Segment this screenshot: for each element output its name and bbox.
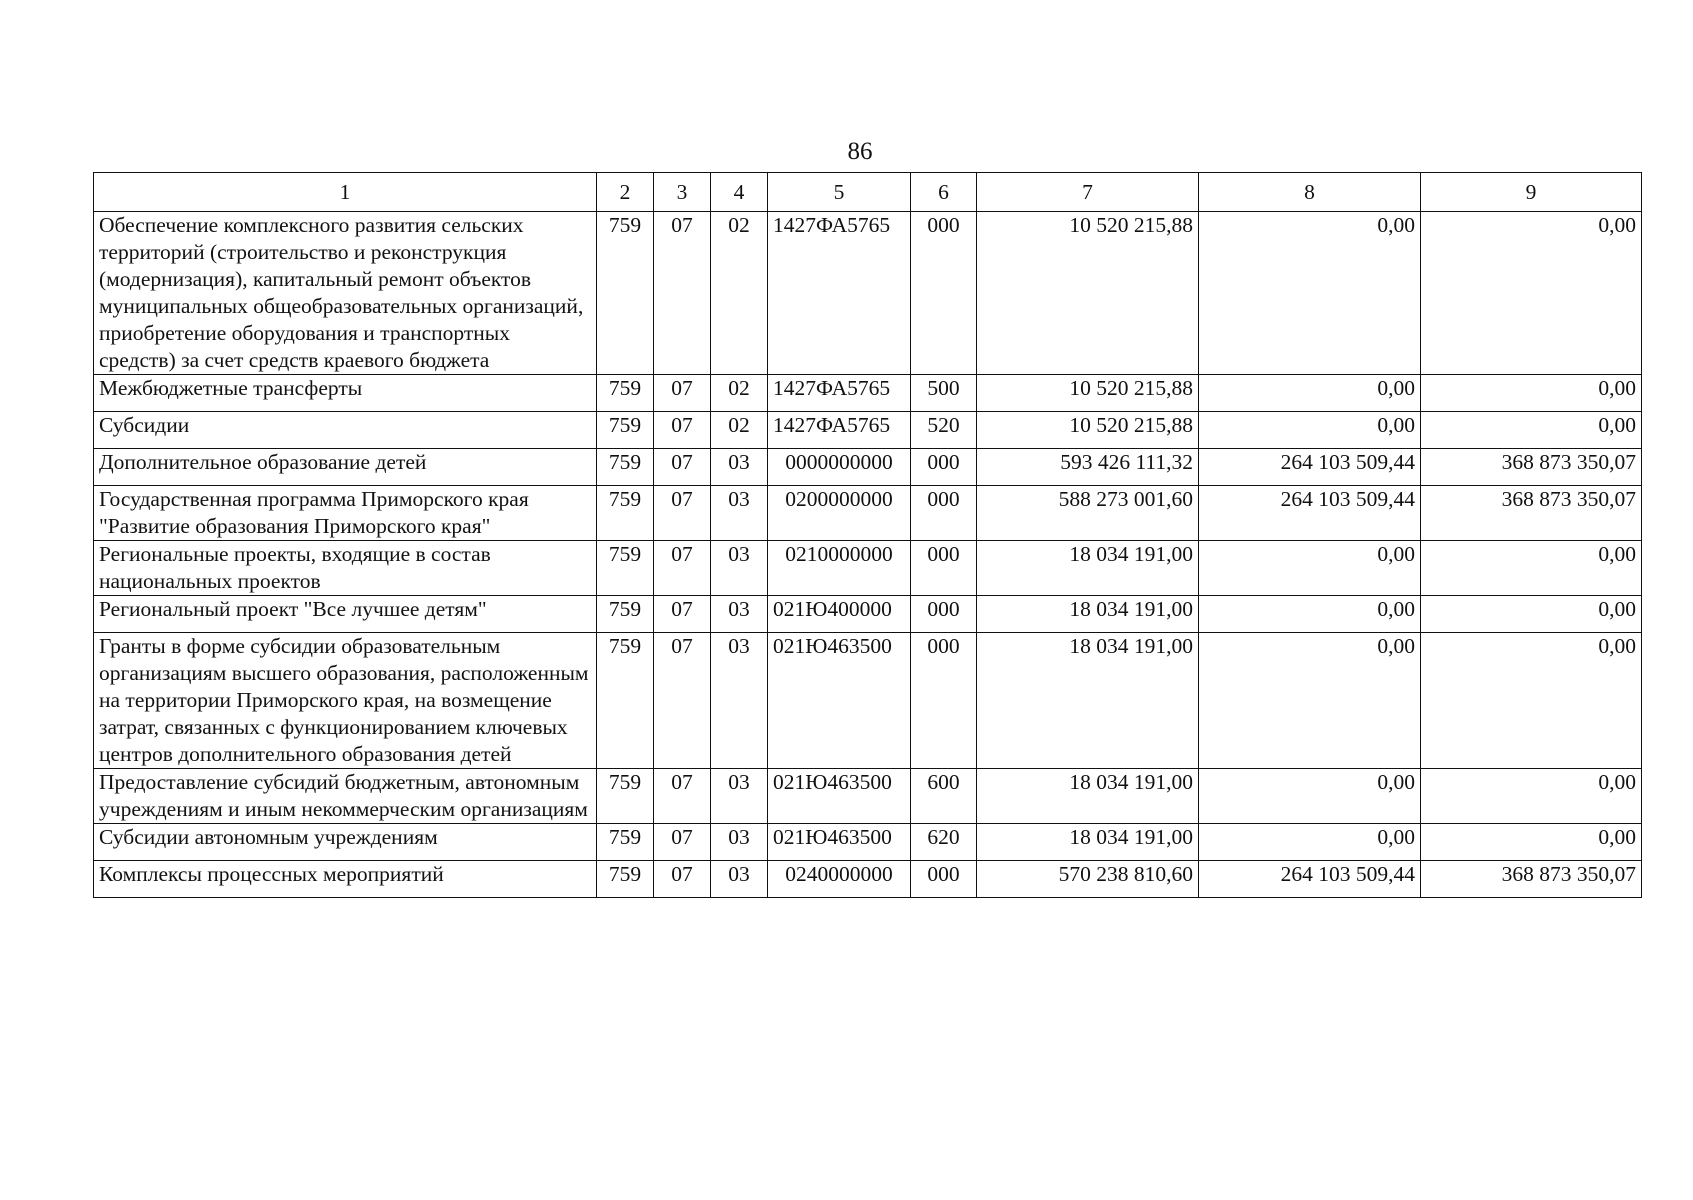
item-name-cell: Гранты в форме субсидии образовательным организациям высшего образования, расположенным на территории Приморского края, на возмещение затрат, связанных с функционированием ключевых центров дополнительного образования детей [94, 633, 597, 769]
column-header: 5 [768, 173, 911, 212]
subsection-code-cell: 02 [711, 412, 768, 449]
section-code-cell: 07 [654, 633, 711, 769]
admin-code-cell: 759 [597, 596, 654, 633]
expense-type-cell: 000 [911, 633, 977, 769]
subsection-code-cell: 03 [711, 633, 768, 769]
admin-code-cell: 759 [597, 212, 654, 375]
expense-type-cell: 000 [911, 486, 977, 541]
amount-col9-cell: 0,00 [1421, 824, 1642, 861]
subsection-code-cell: 03 [711, 541, 768, 596]
admin-code-cell: 759 [597, 824, 654, 861]
admin-code-cell: 759 [597, 375, 654, 412]
expense-type-cell: 520 [911, 412, 977, 449]
amount-col8-cell: 0,00 [1199, 769, 1421, 824]
subsection-code-cell: 03 [711, 861, 768, 898]
table-row [94, 412, 1642, 449]
section-code-cell: 07 [654, 769, 711, 824]
admin-code-cell: 759 [597, 412, 654, 449]
section-code-cell: 07 [654, 486, 711, 541]
amount-col7-cell: 570 238 810,60 [977, 861, 1199, 898]
subsection-code-cell: 02 [711, 375, 768, 412]
admin-code-cell: 759 [597, 449, 654, 486]
amount-col8-cell: 0,00 [1199, 633, 1421, 769]
amount-col8-cell: 0,00 [1199, 412, 1421, 449]
column-header: 9 [1421, 173, 1642, 212]
budget-table [93, 172, 1642, 898]
amount-col8-cell: 0,00 [1199, 541, 1421, 596]
amount-col8-cell: 264 103 509,44 [1199, 861, 1421, 898]
table-body [94, 212, 1642, 898]
amount-col7-cell: 10 520 215,88 [977, 375, 1199, 412]
column-header: 4 [711, 173, 768, 212]
table-row [94, 633, 1642, 769]
column-header: 1 [94, 173, 597, 212]
amount-col7-cell: 18 034 191,00 [977, 596, 1199, 633]
target-article-cell: 021Ю463500 [768, 824, 911, 861]
expense-type-cell: 620 [911, 824, 977, 861]
admin-code-cell: 759 [597, 541, 654, 596]
item-name-cell: Комплексы процессных мероприятий [94, 861, 597, 898]
subsection-code-cell: 03 [711, 824, 768, 861]
admin-code-cell: 759 [597, 633, 654, 769]
subsection-code-cell: 03 [711, 769, 768, 824]
item-name-cell: Обеспечение комплексного развития сельских территорий (строительство и реконструкция (модернизация), капитальный ремонт объектов муниципальных общеобразовательных организаций, приобретение оборудования и транспортных средств) за счет средств краевого бюджета [94, 212, 597, 375]
column-header: 8 [1199, 173, 1421, 212]
table-row [94, 212, 1642, 375]
amount-col8-cell: 0,00 [1199, 375, 1421, 412]
amount-col7-cell: 10 520 215,88 [977, 412, 1199, 449]
amount-col7-cell: 18 034 191,00 [977, 824, 1199, 861]
admin-code-cell: 759 [597, 486, 654, 541]
expense-type-cell: 000 [911, 449, 977, 486]
section-code-cell: 07 [654, 449, 711, 486]
amount-col9-cell: 368 873 350,07 [1421, 449, 1642, 486]
amount-col9-cell: 0,00 [1421, 212, 1642, 375]
subsection-code-cell: 03 [711, 486, 768, 541]
column-header: 7 [977, 173, 1199, 212]
amount-col9-cell: 0,00 [1421, 769, 1642, 824]
item-name-cell: Субсидии [94, 412, 597, 449]
amount-col8-cell: 0,00 [1199, 824, 1421, 861]
table-row [94, 449, 1642, 486]
table-row [94, 486, 1642, 541]
amount-col8-cell: 264 103 509,44 [1199, 449, 1421, 486]
target-article-cell: 021Ю400000 [768, 596, 911, 633]
target-article-cell: 0000000000 [768, 449, 911, 486]
target-article-cell: 0200000000 [768, 486, 911, 541]
amount-col9-cell: 0,00 [1421, 541, 1642, 596]
amount-col9-cell: 368 873 350,07 [1421, 861, 1642, 898]
target-article-cell: 1427ФА5765 [768, 412, 911, 449]
subsection-code-cell: 03 [711, 596, 768, 633]
target-article-cell: 0210000000 [768, 541, 911, 596]
amount-col7-cell: 18 034 191,00 [977, 769, 1199, 824]
header-row [94, 173, 1642, 212]
section-code-cell: 07 [654, 824, 711, 861]
target-article-cell: 021Ю463500 [768, 769, 911, 824]
amount-col9-cell: 0,00 [1421, 412, 1642, 449]
item-name-cell: Дополнительное образование детей [94, 449, 597, 486]
section-code-cell: 07 [654, 212, 711, 375]
amount-col7-cell: 18 034 191,00 [977, 633, 1199, 769]
amount-col9-cell: 368 873 350,07 [1421, 486, 1642, 541]
amount-col9-cell: 0,00 [1421, 375, 1642, 412]
item-name-cell: Предоставление субсидий бюджетным, автономным учреждениям и иным некоммерческим организациям [94, 769, 597, 824]
section-code-cell: 07 [654, 541, 711, 596]
column-header: 2 [597, 173, 654, 212]
expense-type-cell: 000 [911, 541, 977, 596]
section-code-cell: 07 [654, 375, 711, 412]
amount-col7-cell: 18 034 191,00 [977, 541, 1199, 596]
admin-code-cell: 759 [597, 861, 654, 898]
column-header: 6 [911, 173, 977, 212]
amount-col9-cell: 0,00 [1421, 633, 1642, 769]
item-name-cell: Региональный проект "Все лучшее детям" [94, 596, 597, 633]
amount-col7-cell: 10 520 215,88 [977, 212, 1199, 375]
item-name-cell: Государственная программа Приморского края "Развитие образования Приморского края" [94, 486, 597, 541]
table-row [94, 596, 1642, 633]
amount-col8-cell: 0,00 [1199, 596, 1421, 633]
target-article-cell: 0240000000 [768, 861, 911, 898]
expense-type-cell: 600 [911, 769, 977, 824]
expense-type-cell: 000 [911, 596, 977, 633]
expense-type-cell: 000 [911, 861, 977, 898]
section-code-cell: 07 [654, 861, 711, 898]
amount-col7-cell: 593 426 111,32 [977, 449, 1199, 486]
subsection-code-cell: 02 [711, 212, 768, 375]
table-row [94, 541, 1642, 596]
expense-type-cell: 000 [911, 212, 977, 375]
section-code-cell: 07 [654, 596, 711, 633]
item-name-cell: Субсидии автономным учреждениям [94, 824, 597, 861]
table-row [94, 375, 1642, 412]
table-row [94, 824, 1642, 861]
item-name-cell: Межбюджетные трансферты [94, 375, 597, 412]
amount-col7-cell: 588 273 001,60 [977, 486, 1199, 541]
subsection-code-cell: 03 [711, 449, 768, 486]
amount-col8-cell: 264 103 509,44 [1199, 486, 1421, 541]
admin-code-cell: 759 [597, 769, 654, 824]
table-row [94, 861, 1642, 898]
amount-col9-cell: 0,00 [1421, 596, 1642, 633]
target-article-cell: 021Ю463500 [768, 633, 911, 769]
table-row [94, 769, 1642, 824]
amount-col8-cell: 0,00 [1199, 212, 1421, 375]
column-header: 3 [654, 173, 711, 212]
target-article-cell: 1427ФА5765 [768, 212, 911, 375]
section-code-cell: 07 [654, 412, 711, 449]
item-name-cell: Региональные проекты, входящие в состав национальных проектов [94, 541, 597, 596]
expense-type-cell: 500 [911, 375, 977, 412]
page-number: 86 [847, 138, 873, 165]
target-article-cell: 1427ФА5765 [768, 375, 911, 412]
